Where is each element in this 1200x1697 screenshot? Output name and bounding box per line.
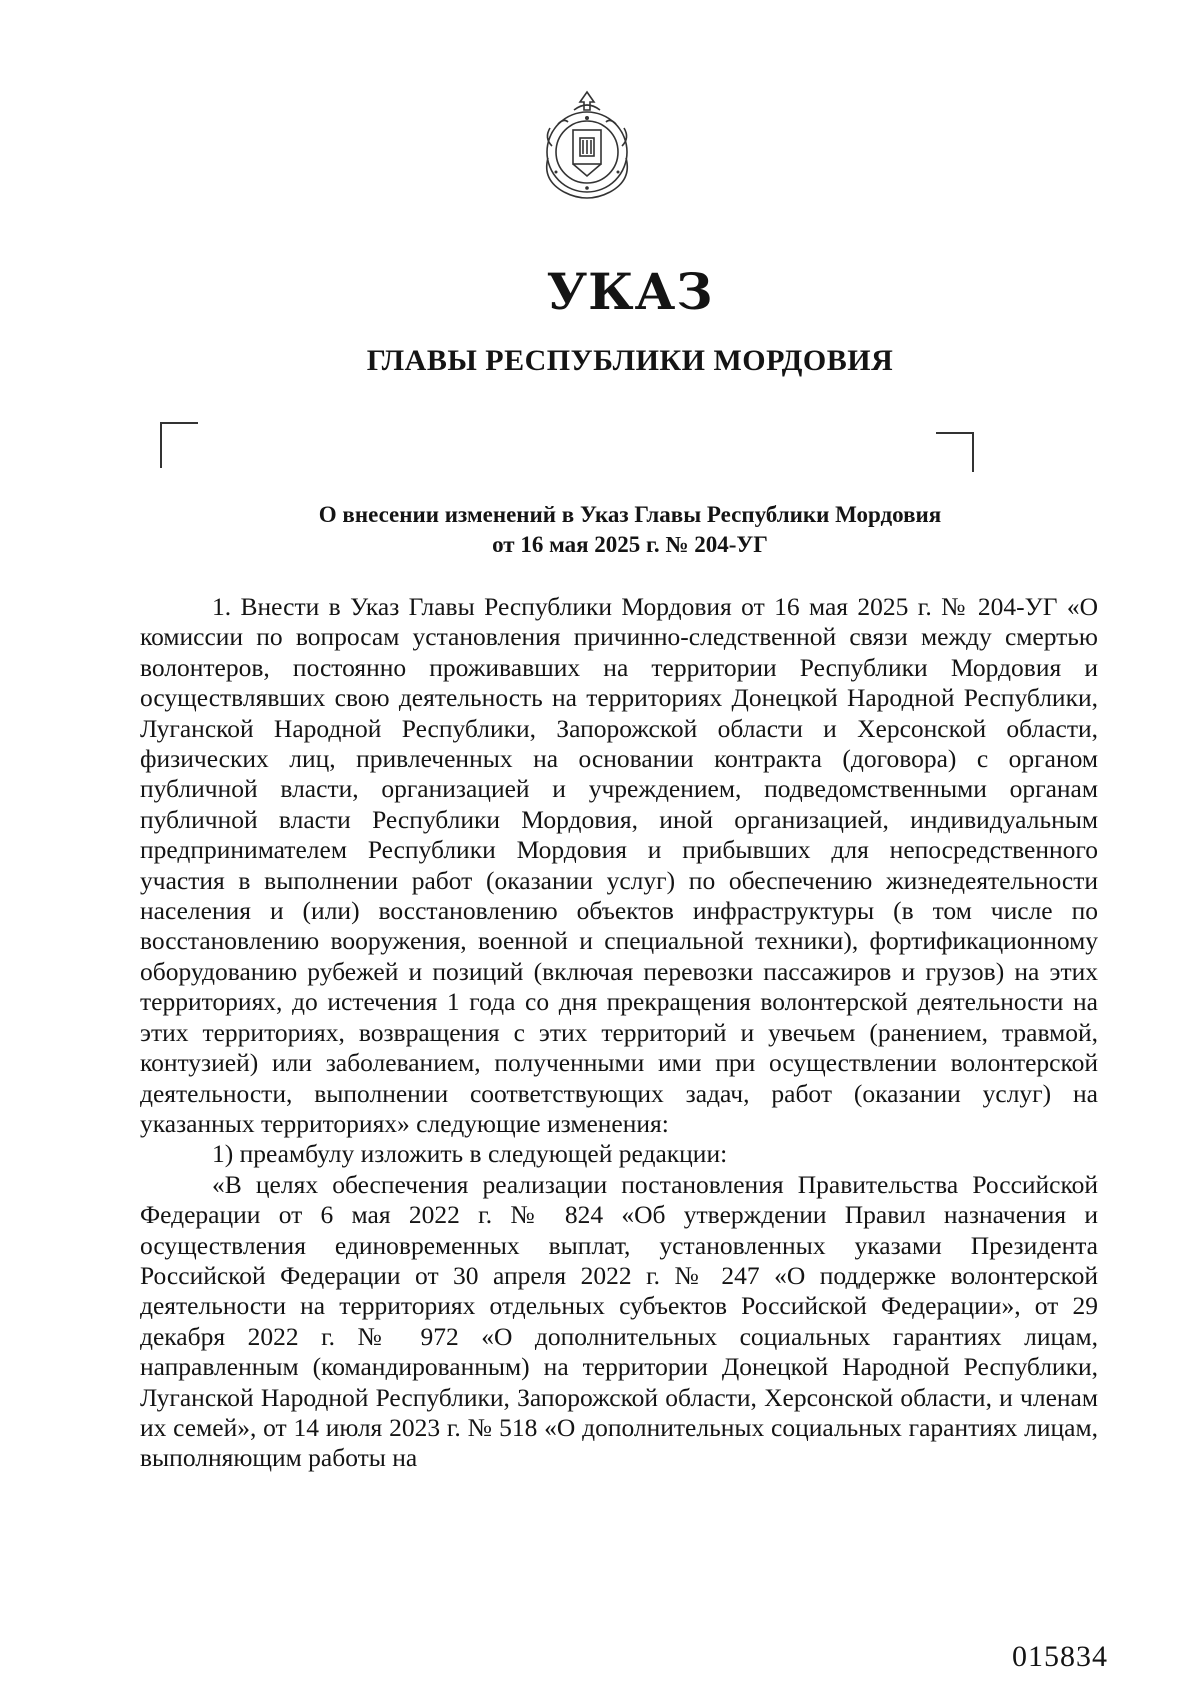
body-paragraph-2: 1) преамбулу изложить в следующей редакции: <box>212 1139 728 1169</box>
document-serial-number: 015834 <box>1012 1640 1108 1673</box>
issuer-subtitle: ГЛАВЫ РЕСПУБЛИКИ МОРДОВИЯ <box>366 344 894 377</box>
document-type-title: УКАЗ <box>546 262 714 321</box>
republic-coat-of-arms-emblem <box>534 88 640 208</box>
document-heading <box>180 500 1080 560</box>
body-paragraph-3: «В целях обеспечения реализации постановления Правительства Российской Федерации от 6 мая 2022 г. № 824 «Об утверждении Правил назначения и осуществления единовременных выплат, установленных указами Президента Российской Федерации от 30 апреля 2022 г. № 247 «О поддержке волонтерской деятельности на территориях отдельных субъектов Российской Федерации», от 29 декабря 2022 г. № 972 «О дополнительных социальных гарантиях лицам, направленным (командированным) на территории Донецкой Народной Республики, Луганской Народной Республики, Запорожской области, Херсонской области, и членам их семей», от 14 июля 2023 г. № 518 «О дополнительных социальных гарантиях лицам, выполняющим работы на <box>140 1169 1098 1473</box>
address-field-corner-left <box>160 422 198 468</box>
document-body <box>140 592 1098 1474</box>
heading-line-2: от 16 мая 2025 г. № 204-УГ <box>492 532 768 557</box>
body-paragraph-1: 1. Внести в Указ Главы Республики Мордовия от 16 мая 2025 г. № 204-УГ «О комиссии по вопросам установления причинно-следственной связи между смертью волонтеров, постоянно проживавших на территории Республики Мордовия и осуществлявших свою деятельность на территориях Донецкой Народной Республики, Луганской Народной Республики, Запорожской области и Херсонской области, физических лиц, привлеченных на основании контракта (договора) с органом публичной власти, организацией и учреждением, подведомственными органам публичной власти Республики Мордовия, иной организацией, индивидуальным предпринимателем Республики Мордовия и прибывших для непосредственного участия в выполнении работ (оказании услуг) по обеспечению жизнедеятельности населения и (или) восстановлению объектов инфраструктуры (в том числе по восстановлению вооружения, военной и специальной техники), фортификационному оборудованию рубежей и позиций (включая перевозки пассажиров и грузов) на этих территориях, до истечения 1 года со дня прекращения волонтерской деятельности на этих территориях, возвращения с этих территорий и увечьем (ранением, травмой, контузией) или заболеванием, полученными ими при осуществлении волонтерской деятельности, выполнении соответствующих задач, работ (оказании услуг) на указанных территориях» следующие изменения: <box>140 592 1098 1138</box>
heading-line-1: О внесении изменений в Указ Главы Республики Мордовия <box>318 502 942 527</box>
address-field-corner-right <box>936 432 974 472</box>
